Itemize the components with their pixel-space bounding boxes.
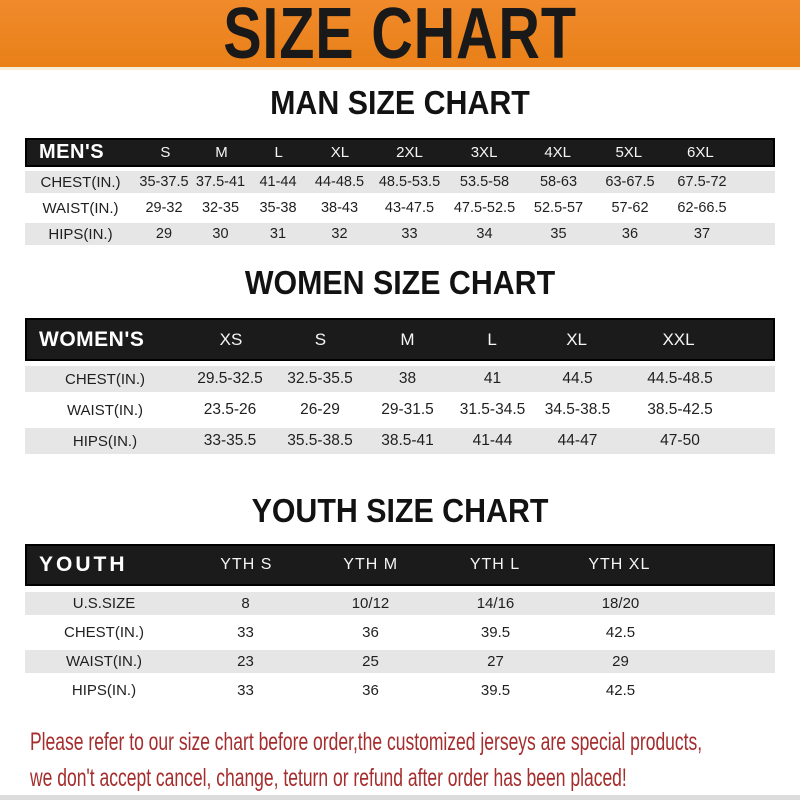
spacer-cell bbox=[739, 197, 775, 219]
value-cell: 42.5 bbox=[605, 682, 636, 699]
value-cell: 35.5-38.5 bbox=[287, 432, 353, 449]
row-label-cell: HIPS(IN.) bbox=[48, 225, 113, 243]
value-cell: 38 bbox=[398, 370, 417, 387]
spacer-cell bbox=[737, 140, 773, 165]
table-row-waist bbox=[25, 650, 775, 673]
value-cell: 39.5 bbox=[480, 624, 511, 641]
value-cell: 37.5-41 bbox=[195, 174, 246, 190]
row-label-cell: WAIST(IN.) bbox=[65, 653, 143, 670]
header-cell: 5XL bbox=[615, 144, 643, 161]
value-cell: 43-47.5 bbox=[384, 200, 435, 216]
value-cell: 34 bbox=[476, 226, 493, 242]
spacer-cell bbox=[740, 366, 775, 392]
mens-size-table bbox=[25, 138, 775, 245]
value-cell: 47.5-52.5 bbox=[453, 200, 516, 216]
value-cell: 23.5-26 bbox=[203, 401, 257, 418]
header-cell: YTH L bbox=[469, 556, 521, 573]
header-cell: XL bbox=[566, 329, 587, 349]
value-cell: 33 bbox=[401, 226, 418, 242]
table-row-chest bbox=[25, 621, 775, 644]
value-cell: 32 bbox=[331, 226, 348, 242]
women-size-chart-heading: WOMEN SIZE CHART bbox=[244, 264, 556, 301]
value-cell: 41-44 bbox=[472, 432, 513, 449]
spacer-cell bbox=[683, 592, 775, 615]
row-label-cell: CHEST(IN.) bbox=[64, 624, 144, 641]
row-label-cell: WAIST(IN.) bbox=[42, 199, 119, 217]
value-cell: 52.5-57 bbox=[533, 200, 584, 216]
value-cell: 36 bbox=[362, 682, 379, 699]
value-cell: 8 bbox=[241, 595, 250, 612]
table-row-hips bbox=[25, 679, 775, 702]
value-cell: 37 bbox=[693, 226, 711, 242]
youth-size-table bbox=[25, 544, 775, 702]
value-cell: 33 bbox=[237, 682, 254, 699]
value-cell: 29-31.5 bbox=[381, 401, 434, 418]
youth-size-chart-heading: YOUTH SIZE CHART bbox=[251, 492, 549, 529]
value-cell: 10/12 bbox=[351, 595, 390, 612]
value-cell: 35-38 bbox=[259, 200, 297, 216]
value-cell: 44.5-48.5 bbox=[647, 370, 713, 387]
value-cell: 47-50 bbox=[660, 432, 700, 449]
table-row-us-size bbox=[25, 592, 775, 615]
spacer-cell bbox=[683, 679, 775, 702]
womens-table-header-row bbox=[25, 318, 775, 361]
value-cell: 38-43 bbox=[320, 200, 359, 216]
spacer-cell bbox=[738, 320, 773, 359]
value-cell: 29.5-32.5 bbox=[197, 370, 263, 387]
value-cell: 32-35 bbox=[201, 200, 240, 216]
spacer-cell bbox=[739, 171, 775, 193]
value-cell: 38.5-42.5 bbox=[647, 401, 713, 418]
man-size-chart-heading: MAN SIZE CHART bbox=[270, 84, 530, 121]
value-cell: 35 bbox=[550, 226, 567, 242]
value-cell: 58-63 bbox=[539, 174, 578, 190]
value-cell: 44-47 bbox=[557, 432, 598, 449]
value-cell: 67.5-72 bbox=[677, 174, 727, 190]
value-cell: 38.5-41 bbox=[381, 432, 434, 449]
row-label-cell: CHEST(IN.) bbox=[40, 173, 121, 191]
disclaimer-line-2: we don't accept cancel, change, teturn or refund after order has been placed! bbox=[30, 764, 627, 792]
value-cell: 32.5-35.5 bbox=[287, 370, 353, 387]
value-cell: 42.5 bbox=[605, 624, 636, 641]
header-cell: 4XL bbox=[544, 144, 572, 161]
value-cell: 27 bbox=[487, 653, 504, 670]
header-cell: YTH XL bbox=[588, 556, 651, 573]
header-cell: YTH M bbox=[343, 556, 399, 573]
value-cell: 53.5-58 bbox=[459, 174, 510, 190]
row-label-cell: HIPS(IN.) bbox=[72, 432, 138, 450]
header-cell: L bbox=[274, 144, 283, 161]
bottom-edge-strip bbox=[0, 795, 800, 800]
value-cell: 41 bbox=[483, 370, 502, 387]
header-cell: S bbox=[314, 329, 327, 349]
spacer-cell bbox=[739, 223, 775, 245]
womens-size-table bbox=[25, 318, 775, 454]
youth-table-header-row bbox=[25, 544, 775, 586]
row-label-cell: HIPS(IN.) bbox=[71, 682, 137, 699]
value-cell: 36 bbox=[621, 226, 639, 242]
value-cell: 29 bbox=[155, 226, 173, 242]
header-cell: YTH S bbox=[220, 556, 273, 573]
spacer-cell bbox=[682, 546, 774, 584]
banner-title: SIZE CHART bbox=[223, 0, 577, 74]
value-cell: 36 bbox=[362, 624, 379, 641]
youth-table-label: YOUTH bbox=[39, 553, 128, 576]
value-cell: 23 bbox=[237, 653, 254, 670]
value-cell: 29-32 bbox=[145, 200, 183, 216]
header-cell: 2XL bbox=[396, 144, 423, 161]
table-row-hips bbox=[25, 223, 775, 245]
table-row-chest bbox=[25, 366, 775, 392]
value-cell: 26-29 bbox=[300, 401, 340, 418]
value-cell: 14/16 bbox=[476, 595, 515, 612]
value-cell: 29 bbox=[612, 653, 629, 670]
header-cell: M bbox=[215, 144, 228, 161]
value-cell: 57-62 bbox=[611, 200, 649, 216]
value-cell: 34.5-38.5 bbox=[544, 401, 611, 418]
table-row-waist bbox=[25, 397, 775, 423]
spacer-cell bbox=[683, 621, 775, 644]
row-label-cell: WAIST(IN.) bbox=[66, 401, 144, 419]
header-cell: S bbox=[160, 144, 171, 161]
spacer-cell bbox=[683, 650, 775, 673]
header-cell: L bbox=[487, 329, 497, 349]
value-cell: 63-67.5 bbox=[605, 174, 655, 190]
value-cell: 44-48.5 bbox=[314, 174, 365, 190]
value-cell: 62-66.5 bbox=[677, 200, 727, 216]
value-cell: 30 bbox=[212, 226, 229, 242]
header-cell: M bbox=[400, 329, 415, 349]
header-cell: XS bbox=[219, 329, 243, 349]
value-cell: 44.5 bbox=[562, 370, 593, 387]
size-chart-banner bbox=[0, 0, 800, 74]
header-cell: 6XL bbox=[687, 144, 714, 161]
value-cell: 48.5-53.5 bbox=[378, 174, 441, 190]
row-label-cell: U.S.SIZE bbox=[72, 595, 136, 612]
disclaimer-text bbox=[30, 724, 800, 796]
value-cell: 35-37.5 bbox=[139, 174, 189, 190]
table-row-waist bbox=[25, 197, 775, 219]
womens-table-label: WOMEN'S bbox=[39, 327, 145, 351]
value-cell: 39.5 bbox=[480, 682, 511, 699]
header-cell: 3XL bbox=[470, 144, 498, 161]
mens-table-header-row bbox=[25, 138, 775, 167]
value-cell: 25 bbox=[362, 653, 379, 670]
spacer-cell bbox=[740, 428, 775, 454]
value-cell: 31.5-34.5 bbox=[459, 401, 526, 418]
spacer-cell bbox=[740, 397, 775, 423]
value-cell: 41-44 bbox=[259, 174, 297, 190]
value-cell: 31 bbox=[269, 226, 287, 242]
value-cell: 33 bbox=[237, 624, 254, 641]
mens-table-label: MEN'S bbox=[39, 141, 105, 163]
header-cell: XXL bbox=[662, 329, 695, 349]
header-cell: XL bbox=[330, 144, 350, 161]
value-cell: 33-35.5 bbox=[203, 432, 257, 449]
table-row-hips bbox=[25, 428, 775, 454]
table-row-chest bbox=[25, 171, 775, 193]
disclaimer-line-1: Please refer to our size chart before order,the customized jerseys are special products, bbox=[30, 728, 703, 756]
value-cell: 18/20 bbox=[601, 595, 640, 612]
row-label-cell: CHEST(IN.) bbox=[65, 370, 145, 388]
